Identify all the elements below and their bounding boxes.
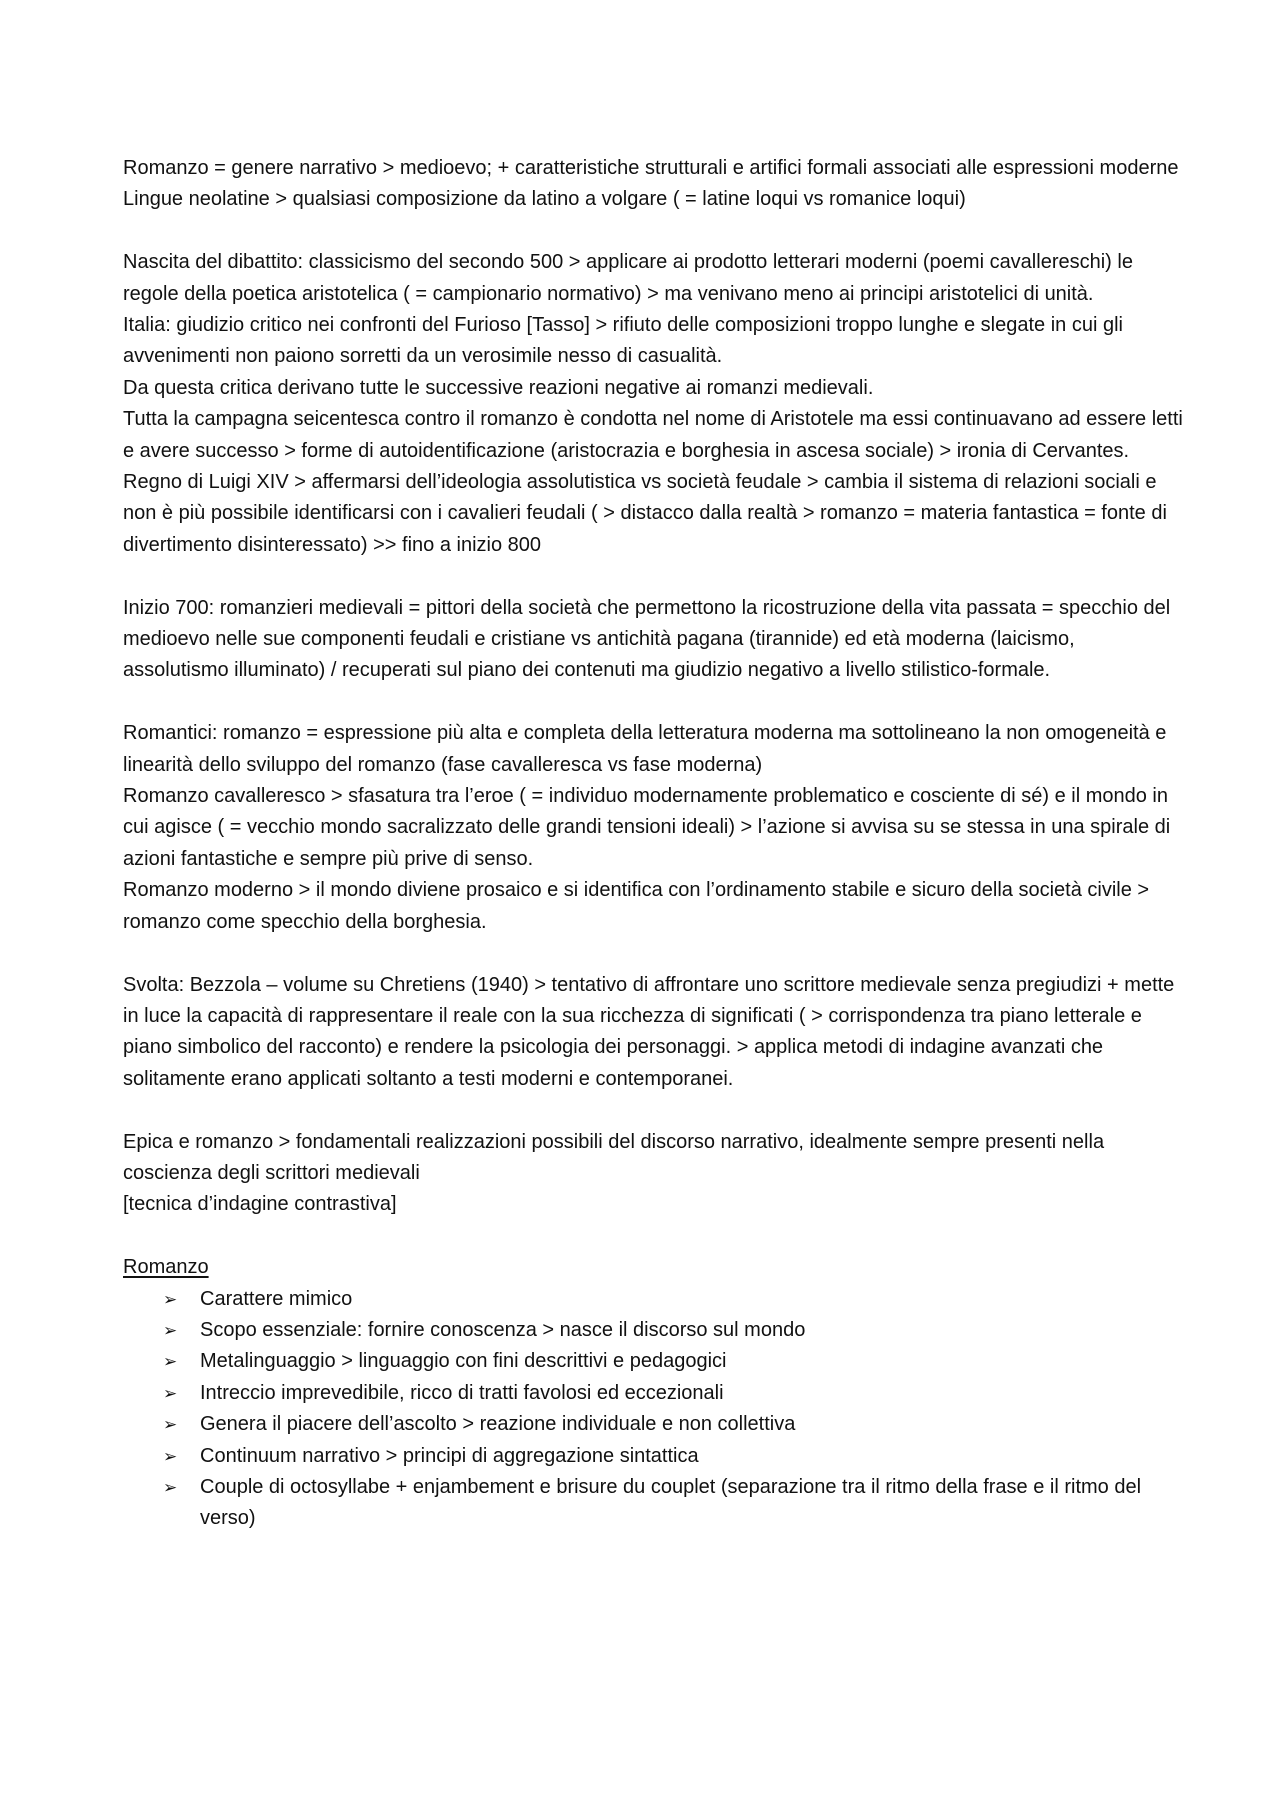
list-item: [163, 1441, 1183, 1472]
list-item: [163, 1409, 1183, 1440]
paragraph-epica-romanzo: Epica e romanzo > fondamentali realizzazioni possibili del discorso narrativo, idealmente sempre presenti nella coscienza degli scrittori medievali: [123, 1130, 1105, 1184]
arrowhead-bullet-icon: ➢: [163, 1320, 178, 1340]
arrowhead-bullet-icon: ➢: [163, 1446, 178, 1466]
list-item-text: Scopo essenziale: fornire conoscenza > nasce il discorso sul mondo: [200, 1318, 806, 1341]
arrowhead-bullet-icon: ➢: [163, 1289, 178, 1309]
paragraph-svolta-bezzola: Svolta: Bezzola – volume su Chretiens (1940) > tentativo di affrontare uno scrittore medievale senza pregiudizi + mette in luce la capacità di rappresentare il reale con la sua ricchezza di significati ( > corrispondenza tra piano letterale e piano simbolico del racconto) e rendere la psicologia dei personaggi. > applica metodi di indagine avanzati che solitamente erano applicati soltanto a testi moderni e contemporanei.: [123, 973, 1175, 1090]
list-item: [163, 1346, 1183, 1377]
blank-line: [123, 216, 1183, 247]
document-page: [123, 153, 1183, 1535]
blank-line: [123, 687, 1183, 718]
arrowhead-bullet-icon: ➢: [163, 1383, 178, 1403]
paragraph-critica: Da questa critica derivano tutte le successive reazioni negative ai romanzi medievali.: [123, 376, 874, 399]
blank-line: [123, 561, 1183, 592]
paragraph-inizio-700: Inizio 700: romanzieri medievali = pittori della società che permettono la ricostruzione della vita passata = specchio del medioevo nelle sue componenti feudali e cristiane vs antichità pagana (tirannide) ed età moderna (laicismo, assolutismo illuminato) / recuperati sul piano dei contenuti ma giudizio negativo a livello stilistico-formale.: [123, 596, 1171, 682]
list-item-text: Metalinguaggio > linguaggio con fini descrittivi e pedagogici: [200, 1350, 727, 1373]
paragraph-romanzo-cavalleresco: Romanzo cavalleresco > sfasatura tra l’eroe ( = individuo modernamente problematico e cosciente di sé) e il mondo in cui agisce ( = vecchio mondo sacralizzato delle grandi tensioni ideali) > l’azione si avvisa su se stessa in una spirale di azioni fantastiche e sempre più prive di senso.: [123, 785, 1171, 870]
paragraph-luigi-xiv: Regno di Luigi XIV > affermarsi dell’ideologia assolutistica vs società feudale > cambia il sistema di relazioni sociali e non è più possibile identificarsi con i cavalieri feudali ( > distacco dalla realtà > romanzo = materia fantastica = fonte di divertimento disinteressato) >> fino a inizio 800: [123, 471, 1167, 556]
paragraph-romanzo-moderno: Romanzo moderno > il mondo diviene prosaico e si identifica con l’ordinamento stabile e sicuro della società civile > romanzo come specchio della borghesia.: [123, 879, 1150, 933]
list-item: [163, 1284, 1183, 1315]
paragraph-nascita-dibattito: Nascita del dibattito: classicismo del secondo 500 > applicare ai prodotto letterari moderni (poemi cavallereschi) le regole della poetica aristotelica ( = campionario normativo) > ma venivano meno ai principi aristotelici di unità.: [123, 251, 1133, 305]
list-item: [163, 1315, 1183, 1346]
list-item-text: Continuum narrativo > principi di aggregazione sintattica: [200, 1444, 699, 1467]
paragraph-italia: Italia: giudizio critico nei confronti del Furioso [Tasso] > rifiuto delle composizioni troppo lunghe e slegate in cui gli avvenimenti non paiono sorretti da un verosimile nesso di casualità.: [123, 314, 1123, 368]
list-item-text: Intreccio imprevedibile, ricco di tratti favolosi ed eccezionali: [200, 1381, 724, 1404]
paragraph-tecnica-indagine: [tecnica d’indagine contrastiva]: [123, 1193, 397, 1216]
blank-line: [123, 938, 1183, 969]
paragraph-campagna-seicentesca: Tutta la campagna seicentesca contro il romanzo è condotta nel nome di Aristotele ma essi continuavano ad essere letti e avere successo > forme di autoidentificazione (aristocrazia e borghesia in ascesa sociale) > ironia di Cervantes.: [123, 408, 1183, 462]
list-item: [163, 1378, 1183, 1409]
list-item-text: Carattere mimico: [200, 1287, 353, 1310]
section-heading: Romanzo: [123, 1256, 209, 1279]
list-item: [163, 1472, 1183, 1535]
blank-line: [123, 1095, 1183, 1126]
paragraph-romantici: Romantici: romanzo = espressione più alta e completa della letteratura moderna ma sottolineano la non omogeneità e linearità dello sviluppo del romanzo (fase cavalleresca vs fase moderna): [123, 722, 1167, 776]
paragraph-romanzo-definition: Romanzo = genere narrativo > medioevo; + caratteristiche strutturali e artifici formali associati alle espressioni moderne: [123, 157, 1179, 179]
list-item-text: Couple di octosyllabe + enjambement e brisure du couplet (separazione tra il ritmo della frase e il ritmo del verso): [200, 1475, 1142, 1530]
arrowhead-bullet-icon: ➢: [163, 1415, 178, 1435]
list-item-text: Genera il piacere dell’ascolto > reazione individuale e non collettiva: [200, 1413, 796, 1436]
paragraph-lingue-neolatine: Lingue neolatine > qualsiasi composizione da latino a volgare ( = latine loqui vs romanice loqui): [123, 188, 966, 211]
arrowhead-bullet-icon: ➢: [163, 1477, 178, 1497]
romanzo-feature-list: [123, 1284, 1183, 1535]
blank-line: [123, 1221, 1183, 1252]
arrowhead-bullet-icon: ➢: [163, 1352, 178, 1372]
